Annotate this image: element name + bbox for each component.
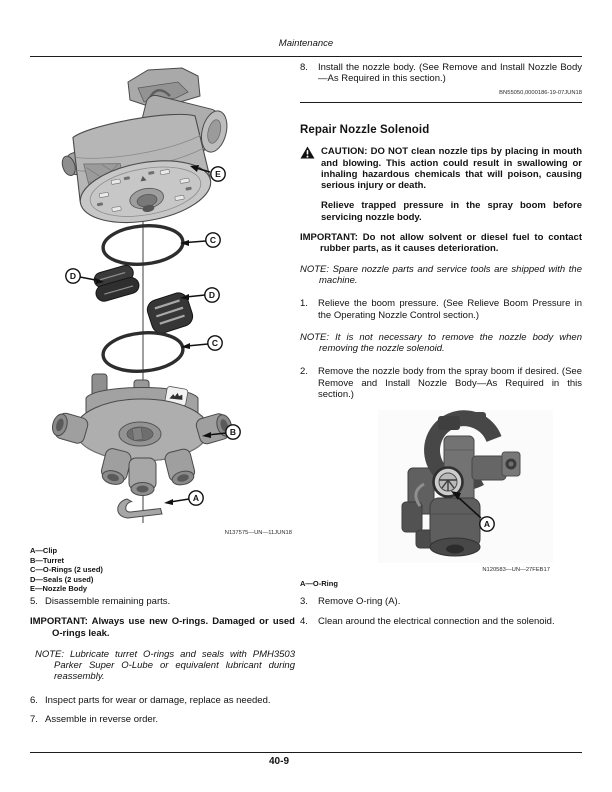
important-right-label: IMPORTANT:	[300, 232, 358, 244]
header-rule	[30, 56, 582, 57]
clip-part	[118, 499, 162, 518]
step-6	[30, 695, 295, 706]
legend-item-a: A—Clip	[30, 546, 58, 555]
callout-e-letter: E	[215, 169, 221, 179]
caution-body: DO NOT clean nozzle tips by placing in mouth and blowing. This action could result in swallowing or inhaling hazardous chemicals that will poison, causing serious injury or death.	[321, 146, 582, 192]
left-column-text	[30, 596, 295, 734]
step-2-number: 2.	[300, 366, 308, 378]
note-2-text: It is not necessary to remove the nozzle body when removing the nozzle solenoid.	[319, 331, 582, 355]
important-right-text: Do not allow solvent or diesel fuel to contact rubber parts, as it causes deterioration.	[320, 232, 583, 255]
nozzle-solenoid-photo	[378, 410, 553, 563]
step-3	[300, 596, 582, 607]
step-4-number: 4.	[300, 616, 308, 628]
figure1-legend	[30, 546, 295, 594]
callout-a-letter: A	[192, 493, 200, 503]
note-1	[300, 264, 582, 287]
page-number: 40-9	[268, 756, 289, 767]
section-title: Repair Nozzle Solenoid	[300, 124, 430, 136]
right-column-main	[300, 125, 582, 409]
step-7-text: Assemble in reverse order.	[45, 714, 158, 726]
nozzle-exploded-diagram	[30, 62, 295, 532]
important-left	[30, 616, 295, 639]
callout-e	[211, 167, 225, 181]
nozzle-exploded-figure	[30, 62, 295, 532]
callout-d-right	[205, 288, 219, 302]
figure2-legend	[300, 579, 582, 589]
callout-c-upper-letter: C	[209, 235, 217, 245]
legend-item-d: D—Seals (2 used)	[30, 574, 94, 584]
legend-item-c: C—O-Rings (2 used)	[30, 565, 103, 575]
section-divider-rule	[300, 102, 582, 103]
note-left-label: NOTE:	[35, 648, 65, 660]
step-6-text: Inspect parts for wear or damage, replace as needed.	[45, 694, 271, 706]
callout-c-lower-letter: C	[211, 338, 219, 348]
legend-item-e: E—Nozzle Body	[30, 584, 88, 594]
callout-b-letter: B	[229, 427, 237, 437]
legend-item-b: B—Turret	[30, 555, 65, 565]
right-column-top	[300, 62, 582, 103]
warning-triangle-icon	[300, 146, 315, 162]
caution-block	[300, 146, 582, 191]
step-1	[300, 298, 582, 321]
caution-label: CAUTION:	[321, 146, 368, 158]
step-5-number: 5.	[30, 596, 38, 607]
callout-a	[189, 491, 203, 505]
solenoid-figure-block	[300, 410, 582, 636]
step-1-number: 1.	[300, 298, 308, 310]
document-code: BN55050,0000186-19-07JUN18	[499, 89, 582, 96]
note-left-text: Lubricate turret O-rings and seals with PMH3503 Parker Super O-Lube or equivalent lubricant during reassembly.	[54, 648, 296, 683]
step-6-number: 6.	[30, 694, 38, 706]
note-2-label: NOTE:	[300, 331, 330, 343]
important-left-text: Always use new O-rings. Damaged or used O-rings leak.	[52, 616, 295, 639]
step-3-number: 3.	[300, 595, 308, 607]
step-8	[300, 62, 582, 85]
caution-paragraph-2: Relieve trapped pressure in the spray boom before servicing nozzle body.	[321, 200, 582, 223]
note-2	[300, 332, 582, 355]
figure1-caption: N137575—UN—11JUN18	[224, 530, 292, 536]
photo-callout-a	[480, 517, 494, 531]
step-8-number: 8.	[300, 62, 308, 73]
step-2	[300, 366, 582, 400]
photo-callout-a-letter: A	[483, 519, 491, 529]
callout-c-lower	[208, 336, 222, 350]
note-left	[35, 649, 295, 683]
step-4-text: Clean around the electrical connection and the solenoid.	[318, 616, 555, 628]
caution-text	[321, 146, 582, 191]
note-1-text: Spare nozzle parts and service tools are shipped with the machine.	[319, 263, 582, 286]
step-7-number: 7.	[30, 714, 38, 726]
callout-b	[226, 425, 240, 439]
important-left-label: IMPORTANT:	[30, 616, 88, 628]
footer-rule	[30, 752, 582, 753]
important-right	[300, 232, 582, 255]
step-3-text: Remove O-ring (A).	[318, 595, 401, 607]
legend2-item-a: A—O-Ring	[300, 579, 338, 589]
step-5-text: Disassemble remaining parts.	[45, 596, 171, 607]
step-7	[30, 714, 295, 725]
callout-d-left-letter: D	[69, 271, 77, 281]
callout-d-right-letter: D	[208, 290, 216, 300]
nozzle-body-part	[60, 68, 231, 232]
step-2-text: Remove the nozzle body from the spray boom if desired. (See Remove and Install Nozzle Body—As Required in this section.)	[318, 366, 582, 401]
step-1-text: Relieve the boom pressure. (See Relieve Boom Pressure in the Operating Nozzle Control section.)	[318, 298, 582, 321]
running-header: Maintenance	[278, 38, 334, 49]
callout-c-upper	[206, 233, 220, 247]
note-1-label: NOTE:	[300, 263, 330, 275]
figure2-caption: N120583—UN—27FEB17	[482, 567, 550, 573]
step-4	[300, 616, 582, 627]
callout-d-left	[66, 269, 80, 283]
step-5	[30, 596, 295, 607]
step-8-text: Install the nozzle body. (See Remove and Install Nozzle Body—As Required in this section.)	[318, 62, 582, 85]
